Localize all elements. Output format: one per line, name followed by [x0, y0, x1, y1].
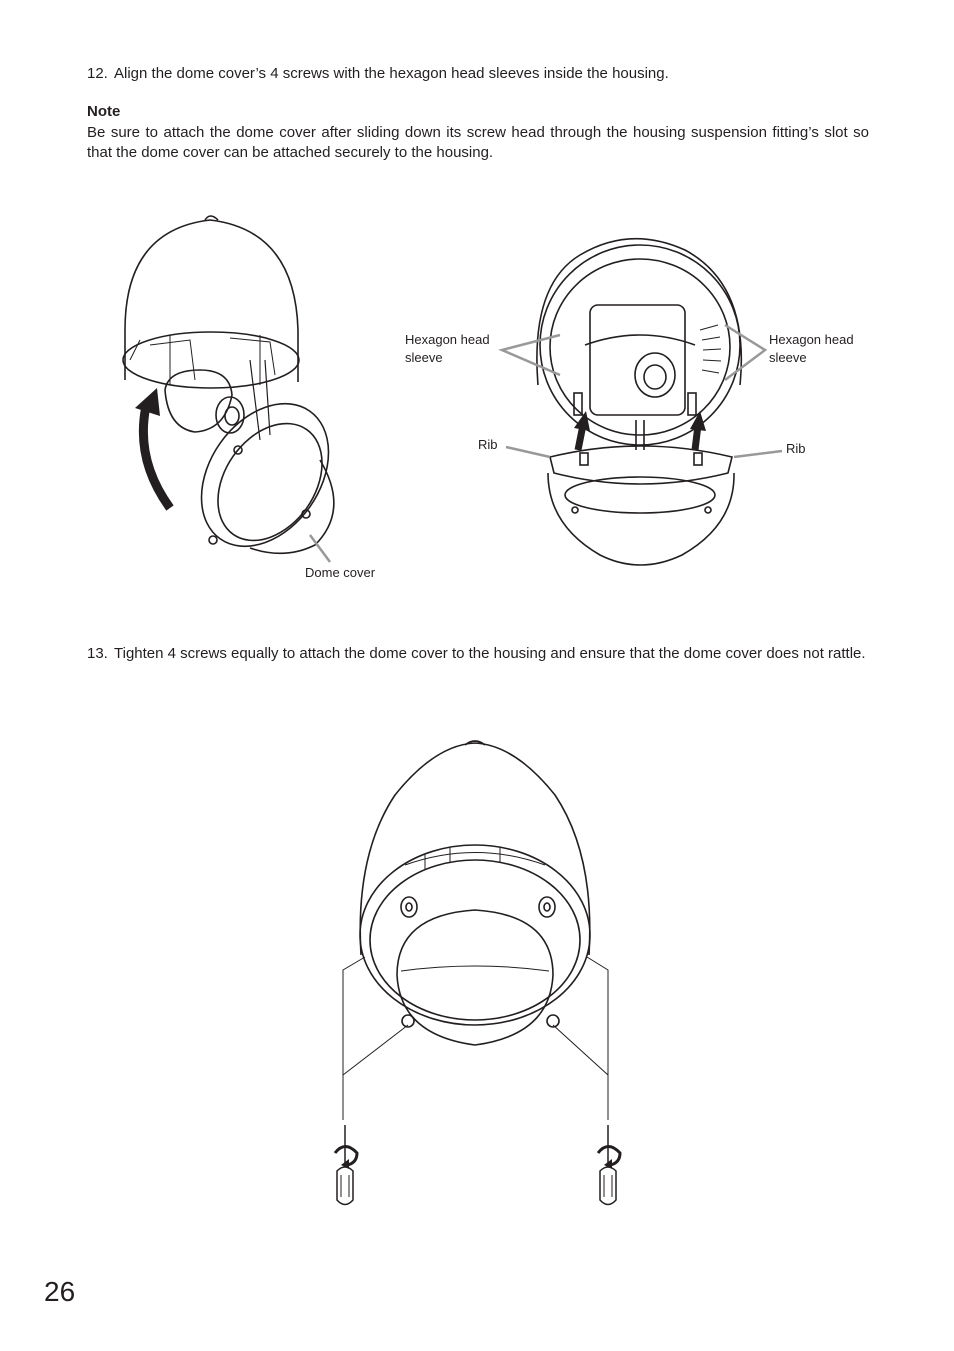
note-heading: Note [87, 103, 121, 120]
step-12-number: 12. [87, 65, 108, 82]
figure-hexagon-alignment-illustration [490, 225, 790, 580]
figure-tighten-screws-illustration [325, 735, 635, 1215]
label-hexagon-head-sleeve-right [769, 331, 869, 367]
note-body: Be sure to attach the dome cover after sliding down its screw head through the housing suspension fitting’s slot so that the dome cover can be attached securely to the housing. [87, 124, 869, 161]
label-rib-left: Rib [478, 437, 498, 452]
label-dome-cover: Dome cover [305, 565, 376, 580]
step-13-number: 13. [87, 645, 108, 662]
label-rib-right: Rib [786, 441, 806, 456]
label-hexagon-head-sleeve-left [405, 331, 505, 367]
figure-housing-open-illustration [110, 210, 370, 570]
step-13 [87, 644, 869, 664]
label-hexagon-left-text: Hexagon head sleeve [405, 332, 490, 365]
label-hexagon-right-text: Hexagon head sleeve [769, 332, 854, 365]
page-number: 26 [44, 1276, 76, 1307]
step-12 [87, 64, 869, 84]
step-13-text: Tighten 4 screws equally to attach the dome cover to the housing and ensure that the dome cover does not rattle. [114, 645, 866, 662]
step-12-text: Align the dome cover’s 4 screws with the hexagon head sleeves inside the housing. [114, 65, 669, 82]
